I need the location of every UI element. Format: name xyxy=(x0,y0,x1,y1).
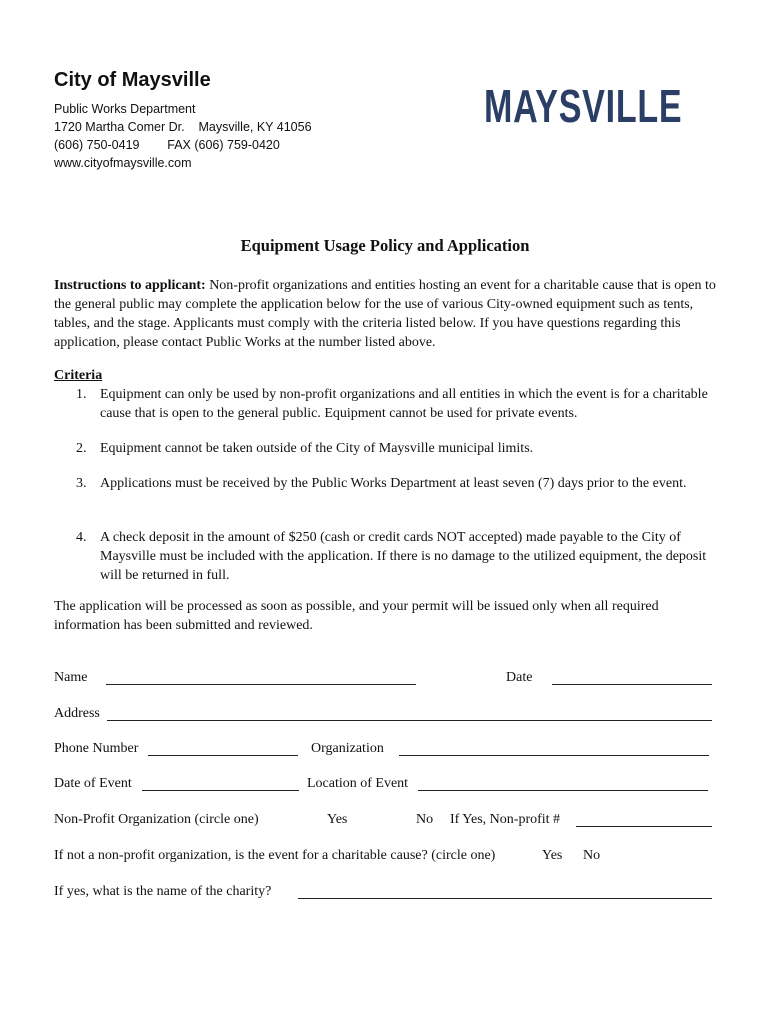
event-row xyxy=(54,776,714,796)
date-label: Date xyxy=(506,670,533,685)
org-name: City of Maysville xyxy=(54,69,211,91)
criteria-number: 3. xyxy=(76,476,87,491)
address-label: Address xyxy=(54,706,100,721)
nonprofit-number-field[interactable] xyxy=(576,812,712,827)
department-line: Public Works Department xyxy=(54,102,196,116)
instructions-paragraph xyxy=(54,276,716,352)
criteria-item xyxy=(76,474,716,493)
phone-field[interactable] xyxy=(148,741,298,756)
instructions-label: Instructions to applicant: xyxy=(54,278,206,293)
website-line: www.cityofmaysville.com xyxy=(54,156,192,170)
criteria-number: 4. xyxy=(76,530,87,545)
nonprofit-row xyxy=(54,812,714,832)
organization-field[interactable] xyxy=(399,741,709,756)
organization-label: Organization xyxy=(311,741,384,756)
name-field[interactable] xyxy=(106,670,416,685)
processing-note: The application will be processed as soon as possible, and your permit will be issued only when all required information has been submitted and reviewed. xyxy=(54,599,659,633)
charity-name-label: If yes, what is the name of the charity? xyxy=(54,884,272,899)
criteria-number: 1. xyxy=(76,387,87,402)
criteria-text: Equipment can only be used by non-profit organizations and all entities in which the event is for a charitable cause that is open to the general public. Equipment cannot be used for private events. xyxy=(100,387,708,421)
phone-label: Phone Number xyxy=(54,741,139,756)
document-title: Equipment Usage Policy and Application xyxy=(240,236,530,255)
letterhead xyxy=(54,68,374,172)
nonprofit-yes-option[interactable]: Yes xyxy=(327,812,348,827)
name-date-row xyxy=(54,670,714,690)
criteria-section xyxy=(54,366,716,583)
nonprofit-number-label: If Yes, Non-profit # xyxy=(450,812,561,827)
criteria-heading: Criteria xyxy=(54,368,103,383)
event-location-field[interactable] xyxy=(418,776,708,791)
event-date-field[interactable] xyxy=(142,776,299,791)
maysville-logo xyxy=(484,78,684,134)
address-field[interactable] xyxy=(107,706,712,721)
instructions-text: Non-profit organizations and entities hosting an event for a charitable cause that is open to the general public may complete the application below for the use of various City-owned equipment such as tents, tables, and the stage. Applicants must comply with the criteria listed below. If you have questions regarding this application, please contact Public Works at the number listed above. xyxy=(54,278,716,350)
phone-fax-line: (606) 750-0419 FAX (606) 759-0420 xyxy=(54,138,280,152)
criteria-item xyxy=(76,528,716,585)
criteria-number: 2. xyxy=(76,441,87,456)
criteria-text: Applications must be received by the Public Works Department at least seven (7) days prior to the event. xyxy=(100,476,687,491)
phone-organization-row xyxy=(54,741,714,761)
event-date-label: Date of Event xyxy=(54,776,132,791)
charitable-yes-option[interactable]: Yes xyxy=(542,848,563,863)
criteria-item xyxy=(76,439,716,458)
criteria-item xyxy=(76,385,716,423)
charity-name-field[interactable] xyxy=(298,884,712,899)
address-line: 1720 Martha Comer Dr. Maysville, KY 41056 xyxy=(54,120,312,134)
event-location-label: Location of Event xyxy=(307,776,409,791)
nonprofit-label: Non-Profit Organization (circle one) xyxy=(54,812,259,827)
charity-name-row xyxy=(54,884,714,904)
charitable-row xyxy=(54,848,714,868)
date-field[interactable] xyxy=(552,670,712,685)
name-label: Name xyxy=(54,670,88,685)
charitable-question: If not a non-profit organization, is the event for a charitable cause? (circle one) xyxy=(54,848,496,863)
logo-wordmark: MAYSVILLE xyxy=(484,80,683,132)
charitable-no-option[interactable]: No xyxy=(583,848,601,863)
address-row xyxy=(54,706,714,726)
nonprofit-no-option[interactable]: No xyxy=(416,812,434,827)
criteria-text: Equipment cannot be taken outside of the City of Maysville municipal limits. xyxy=(100,441,534,456)
criteria-text: A check deposit in the amount of $250 (cash or credit cards NOT accepted) made payable to the City of Maysville must be included with the application. If there is no damage to the utilized equipment, the deposit will be returned in full. xyxy=(100,530,707,583)
